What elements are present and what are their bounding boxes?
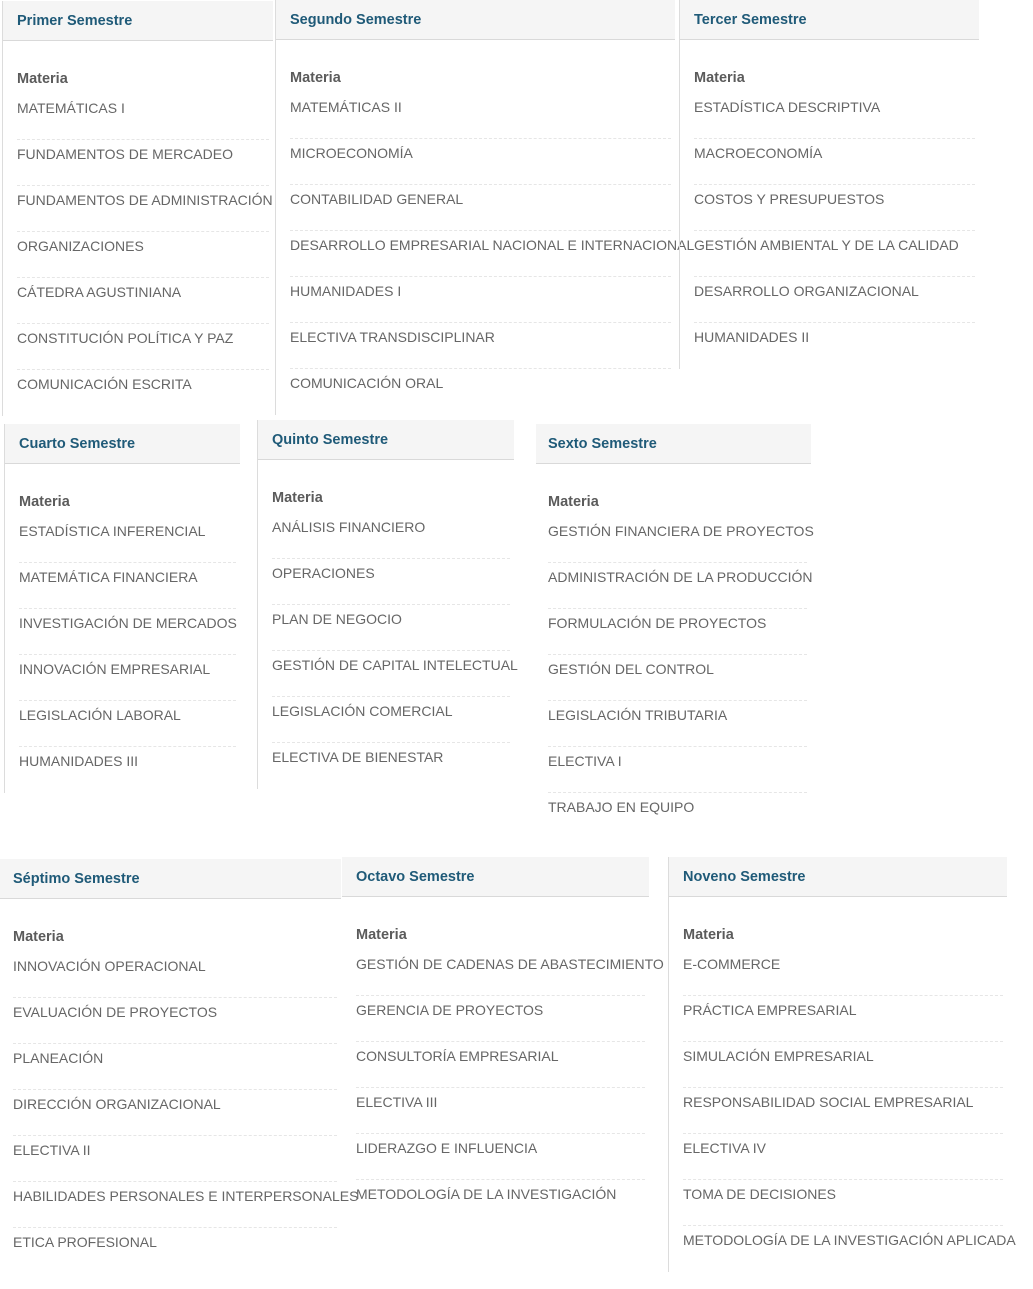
subject-item: MATEMÁTICA FINANCIERA <box>19 563 236 609</box>
subject-item: ELECTIVA I <box>548 747 807 793</box>
subject-list <box>694 93 975 369</box>
subject-item: ETICA PROFESIONAL <box>13 1234 157 1250</box>
subject-item: ELECTIVA II <box>13 1136 337 1182</box>
subject-item: DESARROLLO EMPRESARIAL NACIONAL E INTERNACIONAL <box>290 231 671 277</box>
semester-title: Segundo Semestre <box>276 0 675 40</box>
subject-item: MACROECONOMÍA <box>694 139 975 185</box>
semester-panel-9 <box>668 857 1016 1272</box>
subject-item: SIMULACIÓN EMPRESARIAL <box>683 1042 1003 1088</box>
subject-item: INVESTIGACIÓN DE MERCADOS <box>19 609 236 655</box>
subject-item: ESTADÍSTICA INFERENCIAL <box>19 517 236 563</box>
column-header: Materia <box>356 927 407 943</box>
subject-list <box>683 950 1016 1272</box>
subject-item: ELECTIVA DE BIENESTAR <box>272 749 444 765</box>
subject-item: INNOVACIÓN OPERACIONAL <box>13 952 337 998</box>
subject-item: PRÁCTICA EMPRESARIAL <box>683 996 1003 1042</box>
subject-item: GESTIÓN DE CADENAS DE ABASTECIMIENTO <box>356 950 645 996</box>
subject-item: FORMULACIÓN DE PROYECTOS <box>548 609 807 655</box>
subject-item: LIDERAZGO E INFLUENCIA <box>356 1134 645 1180</box>
subject-item: TOMA DE DECISIONES <box>683 1180 1003 1226</box>
semester-panel-3 <box>679 0 979 369</box>
semester-panel-1 <box>2 1 273 416</box>
subject-item: FUNDAMENTOS DE ADMINISTRACIÓN <box>17 186 269 232</box>
subject-item: LEGISLACIÓN TRIBUTARIA <box>548 701 807 747</box>
subject-item: OPERACIONES <box>272 559 510 605</box>
subject-item: ELECTIVA III <box>356 1088 645 1134</box>
semester-panel-6 <box>536 424 814 839</box>
semester-panel-7 <box>0 859 359 1274</box>
subject-item: DESARROLLO ORGANIZACIONAL <box>694 277 975 323</box>
column-header: Materia <box>683 927 734 943</box>
subject-item: E-COMMERCE <box>683 950 1003 996</box>
subject-item: TRABAJO EN EQUIPO <box>548 799 695 815</box>
column-header: Materia <box>272 490 323 506</box>
semester-panel-5 <box>257 420 518 789</box>
subject-item: COSTOS Y PRESUPUESTOS <box>694 185 975 231</box>
subject-item: EVALUACIÓN DE PROYECTOS <box>13 998 337 1044</box>
subject-item: MATEMÁTICAS I <box>17 94 269 140</box>
subject-item: HUMANIDADES II <box>694 329 810 345</box>
subject-list <box>290 93 695 415</box>
subject-item: ORGANIZACIONES <box>17 232 269 278</box>
subject-item: CÁTEDRA AGUSTINIANA <box>17 278 269 324</box>
subject-item: HUMANIDADES III <box>19 753 139 769</box>
column-header: Materia <box>548 494 599 510</box>
semester-title: Octavo Semestre <box>342 857 649 897</box>
semester-title: Tercer Semestre <box>680 0 979 40</box>
subject-list <box>17 94 273 416</box>
semester-title: Sexto Semestre <box>536 424 811 464</box>
semester-title: Quinto Semestre <box>258 420 514 460</box>
subject-item: LEGISLACIÓN LABORAL <box>19 701 236 747</box>
subject-item: INNOVACIÓN EMPRESARIAL <box>19 655 236 701</box>
semester-title: Primer Semestre <box>3 1 273 41</box>
semester-panel-8 <box>342 857 664 1226</box>
subject-item: MATEMÁTICAS II <box>290 93 671 139</box>
subject-item: HUMANIDADES I <box>290 277 671 323</box>
subject-item: MICROECONOMÍA <box>290 139 671 185</box>
subject-item: GESTIÓN DEL CONTROL <box>548 655 807 701</box>
subject-list <box>13 952 359 1274</box>
subject-item: CONSULTORÍA EMPRESARIAL <box>356 1042 645 1088</box>
semester-title: Séptimo Semestre <box>0 859 341 899</box>
subject-item: METODOLOGÍA DE LA INVESTIGACIÓN APLICADA <box>683 1232 1016 1248</box>
subject-item: CONTABILIDAD GENERAL <box>290 185 671 231</box>
subject-item: GESTIÓN FINANCIERA DE PROYECTOS <box>548 517 807 563</box>
column-header: Materia <box>13 929 64 945</box>
subject-item: GERENCIA DE PROYECTOS <box>356 996 645 1042</box>
subject-item: COMUNICACIÓN ORAL <box>290 375 444 391</box>
subject-item: ANÁLISIS FINANCIERO <box>272 513 510 559</box>
subject-item: PLANEACIÓN <box>13 1044 337 1090</box>
column-header: Materia <box>290 70 341 86</box>
subject-item: FUNDAMENTOS DE MERCADEO <box>17 140 269 186</box>
subject-item: ELECTIVA IV <box>683 1134 1003 1180</box>
subject-item: COMUNICACIÓN ESCRITA <box>17 376 192 392</box>
subject-item: GESTIÓN AMBIENTAL Y DE LA CALIDAD <box>694 231 975 277</box>
subject-item: CONSTITUCIÓN POLÍTICA Y PAZ <box>17 324 269 370</box>
semester-panel-4 <box>4 424 240 793</box>
subject-list <box>272 513 518 789</box>
subject-item: DIRECCIÓN ORGANIZACIONAL <box>13 1090 337 1136</box>
semester-title: Noveno Semestre <box>669 857 1007 897</box>
subject-item: LEGISLACIÓN COMERCIAL <box>272 697 510 743</box>
subject-list <box>19 517 236 793</box>
semester-title: Cuarto Semestre <box>5 424 240 464</box>
subject-item: HABILIDADES PERSONALES E INTERPERSONALES <box>13 1182 337 1228</box>
subject-list <box>548 517 814 839</box>
subject-item: ESTADÍSTICA DESCRIPTIVA <box>694 93 975 139</box>
subject-item: ELECTIVA TRANSDISCIPLINAR <box>290 323 671 369</box>
subject-list <box>356 950 664 1226</box>
column-header: Materia <box>694 70 745 86</box>
subject-item: PLAN DE NEGOCIO <box>272 605 510 651</box>
subject-item: METODOLOGÍA DE LA INVESTIGACIÓN <box>356 1186 617 1202</box>
column-header: Materia <box>19 494 70 510</box>
subject-item: GESTIÓN DE CAPITAL INTELECTUAL <box>272 651 510 697</box>
subject-item: RESPONSABILIDAD SOCIAL EMPRESARIAL <box>683 1088 1003 1134</box>
semester-panel-2 <box>275 0 695 415</box>
column-header: Materia <box>17 71 68 87</box>
subject-item: ADMINISTRACIÓN DE LA PRODUCCIÓN <box>548 563 807 609</box>
